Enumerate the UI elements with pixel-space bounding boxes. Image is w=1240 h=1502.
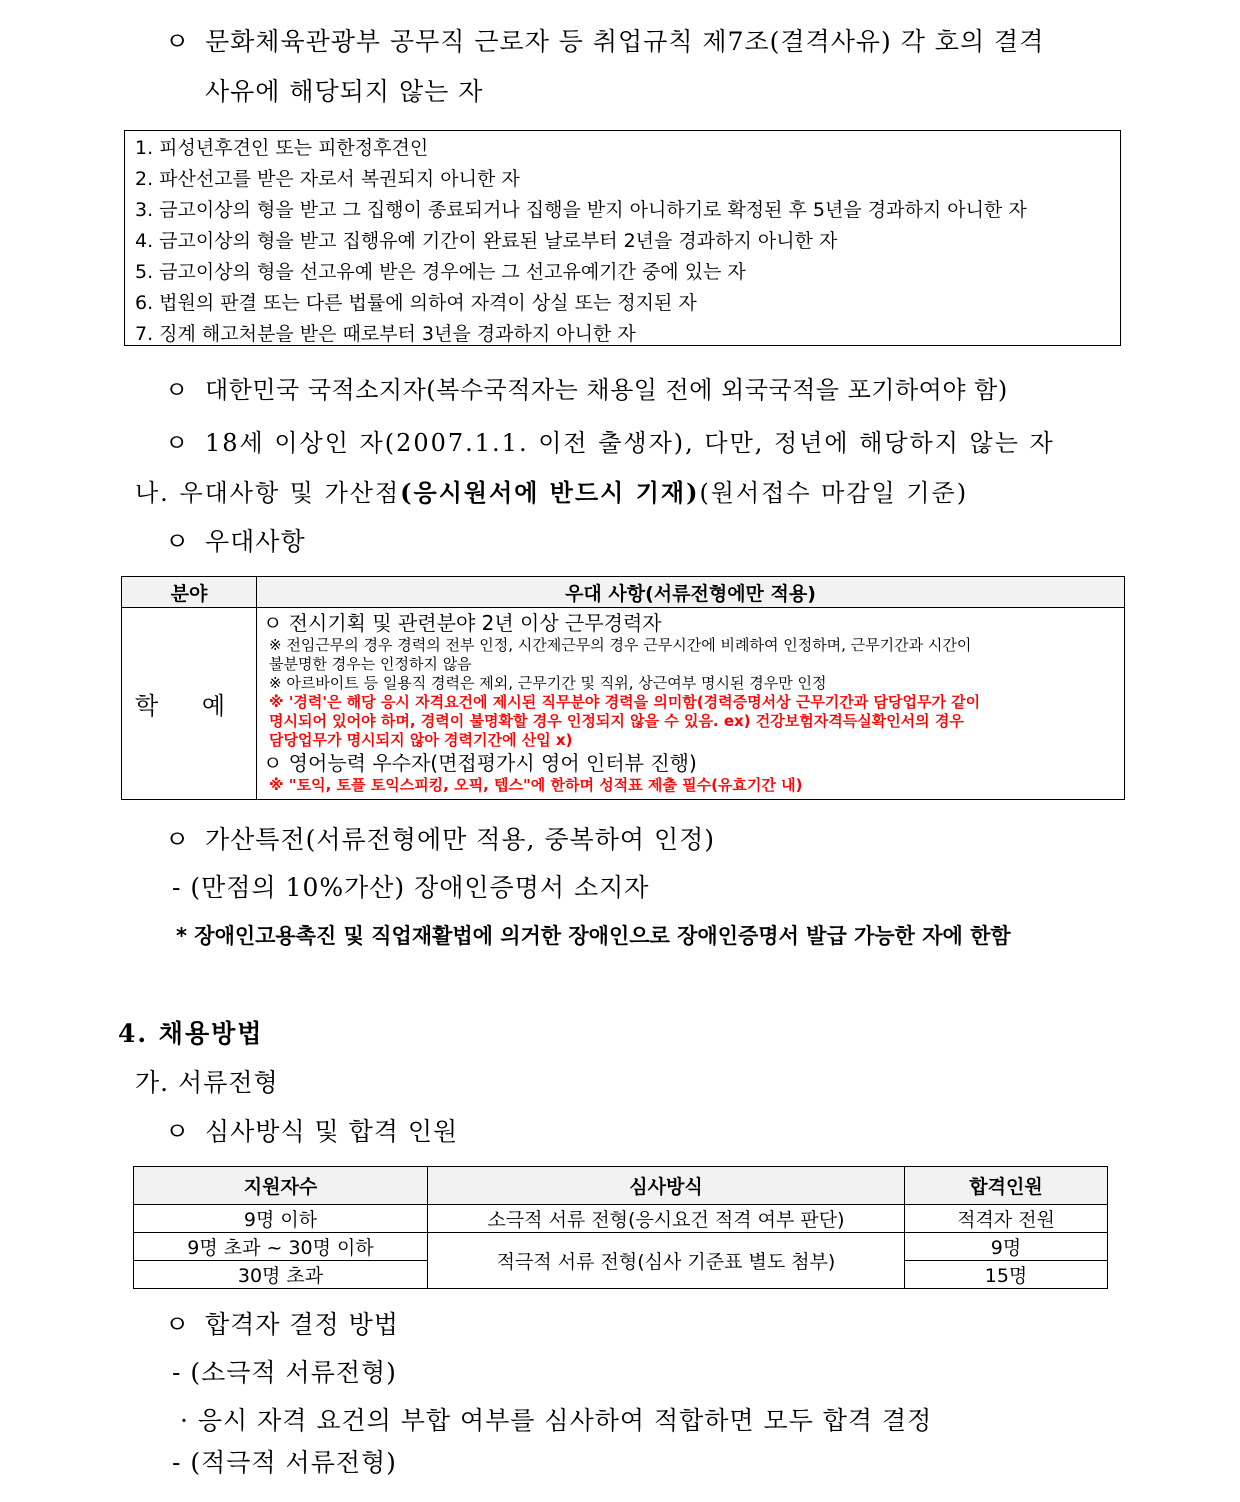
- header-applicants: 지원자수: [134, 1167, 428, 1205]
- review-heading: [165, 1112, 458, 1148]
- note-career-definition: ※ '경력'은 해당 응시 자격요건에 제시된 직무분야 경력을 의미함(경력증명서상 근무기간과 담당업무가 같이: [269, 693, 981, 711]
- passive-screening-desc: · 응시 자격 요건의 부합 여부를 심사하여 적합하면 모두 합격 결정: [180, 1406, 933, 1435]
- bullet-symbol: ㅇ: [165, 825, 191, 854]
- bonus-item: - (만점의 10%가산) 장애인증명서 소지자: [172, 873, 650, 902]
- disqualification-item: 5. 금고이상의 형을 선고유예 받은 경우에는 그 선고유예기간 중에 있는 자: [135, 261, 746, 283]
- pass-count-cell: 15명: [905, 1261, 1108, 1289]
- applicants-cell: 9명 이하: [134, 1205, 428, 1233]
- bullet-symbol: ㅇ: [165, 429, 191, 457]
- bonus-heading: [165, 820, 715, 856]
- preference-heading-prefix: 나. 우대사항 및 가산점: [135, 479, 401, 507]
- subheading-text: 우대사항: [205, 527, 306, 556]
- bonus-heading-text: 가산특전(서류전형에만 적용, 중복하여 인정): [205, 825, 715, 854]
- bullet-symbol: ㅇ: [165, 1117, 191, 1146]
- preference-heading-suffix: (원서접수 마감일 기준): [699, 479, 969, 507]
- preference-item-career: ㅇ 전시기획 및 관련분야 2년 이상 근무경력자: [263, 611, 662, 635]
- recruit-method-heading: 4. 채용방법: [118, 1019, 264, 1048]
- bullet-symbol: ㅇ: [165, 376, 189, 404]
- header-pass-count: 합격인원: [905, 1167, 1108, 1205]
- eligibility-rule-line1: [165, 22, 1044, 58]
- eligibility-rule-line2: 사유에 해당되지 않는 자: [205, 77, 484, 106]
- note-career-definition-cont1: 명시되어 있어야 하며, 경력이 불명확할 경우 인정되지 않을 수 있음. ex) 건강보험자격득실확인서의 경우: [269, 712, 964, 730]
- active-screening-label: - (적극적 서류전형): [172, 1448, 397, 1477]
- applicants-cell: 9명 초과 ~ 30명 이하: [134, 1233, 428, 1261]
- header-method: 심사방식: [428, 1167, 905, 1205]
- decision-heading-text: 합격자 결정 방법: [205, 1310, 399, 1339]
- rule-line1-text: 문화체육관광부 공무직 근로자 등 취업규칙 제7조(결격사유) 각 호의 결격: [205, 27, 1045, 56]
- table-row: [134, 1205, 1108, 1233]
- disqualification-item: 2. 파산선고를 받은 자로서 복권되지 아니한 자: [135, 168, 520, 190]
- bullet-symbol: ㅇ: [165, 27, 191, 56]
- disqualification-item: 3. 금고이상의 형을 받고 그 집행이 종료되거나 집행을 받지 아니하기로 확정된 후 5년을 경과하지 아니한 자: [135, 199, 1027, 221]
- note-fulltime-cont: 불분명한 경우는 인정하지 않음: [269, 655, 472, 673]
- col-category-header: 분야: [122, 577, 257, 608]
- passive-screening-label: - (소극적 서류전형): [172, 1358, 397, 1387]
- selection-table: [133, 1166, 1108, 1289]
- preference-table: [121, 576, 1125, 800]
- pass-count-cell: 적격자 전원: [905, 1205, 1108, 1233]
- preference-items-cell: [257, 608, 1125, 800]
- disqualification-item: 1. 피성년후견인 또는 피한정후견인: [135, 137, 429, 159]
- preference-item-english: ㅇ 영어능력 우수자(면접평가시 영어 인터뷰 진행): [263, 751, 697, 775]
- applicants-cell: 30명 초과: [134, 1261, 428, 1289]
- bonus-note: * 장애인고용촉진 및 직업재활법에 의거한 장애인으로 장애인증명서 발급 가능한 자에 한함: [176, 924, 1011, 948]
- note-parttime: ※ 아르바이트 등 일용직 경력은 제외, 근무기간 및 직위, 상근여부 명시된 경우만 인정: [269, 674, 827, 692]
- bullet-symbol: ㅇ: [165, 1310, 191, 1339]
- preference-heading: [135, 473, 968, 508]
- note-fulltime: ※ 전임근무의 경우 경력의 전부 인정, 시간제근무의 경우 근무시간에 비례하여 인정하며, 근무기간과 시간이: [269, 636, 972, 654]
- decision-heading: [165, 1305, 399, 1341]
- document-screening-heading: 가. 서류전형: [135, 1068, 279, 1097]
- bullet-symbol: ㅇ: [165, 527, 191, 556]
- disqualification-item: 4. 금고이상의 형을 받고 집행유예 기간이 완료된 날로부터 2년을 경과하지 아니한 자: [135, 230, 838, 252]
- table-row: [134, 1233, 1108, 1261]
- nationality-text: 대한민국 국적소지자(복수국적자는 채용일 전에 외국국적을 포기하여야 함): [205, 376, 1008, 404]
- method-cell: 소극적 서류 전형(응시요건 적격 여부 판단): [428, 1205, 905, 1233]
- category-cell: 학 예: [122, 608, 257, 800]
- eligibility-nationality: [165, 370, 1008, 405]
- note-career-definition-cont2: 담당업무가 명시되지 않아 경력기간에 산입 x): [269, 731, 573, 749]
- method-cell-merged: 적극적 서류 전형(심사 기준표 별도 첨부): [428, 1233, 905, 1289]
- disqualification-item: 6. 법원의 판결 또는 다른 법률에 의하여 자격이 상실 또는 정지된 자: [135, 292, 697, 314]
- col-items-header: 우대 사항(서류전형에만 적용): [257, 577, 1125, 608]
- age-text: 18세 이상인 자(2007.1.1. 이전 출생자), 다만, 정년에 해당하지 않는 자: [205, 429, 1055, 457]
- review-heading-text: 심사방식 및 합격 인원: [205, 1117, 459, 1146]
- disqualification-box: [124, 130, 1121, 346]
- preference-heading-bold: (응시원서에 반드시 기재): [400, 478, 700, 507]
- eligibility-age: [165, 423, 1055, 458]
- disqualification-item: 7. 징계 해고처분을 받은 때로부터 3년을 경과하지 아니한 자: [135, 323, 636, 345]
- preference-subheading: [165, 522, 306, 558]
- pass-count-cell: 9명: [905, 1233, 1108, 1261]
- note-english-tests: ※ "토익, 토플 토익스피킹, 오픽, 텝스"에 한하며 성적표 제출 필수(유효기간 내): [269, 776, 803, 794]
